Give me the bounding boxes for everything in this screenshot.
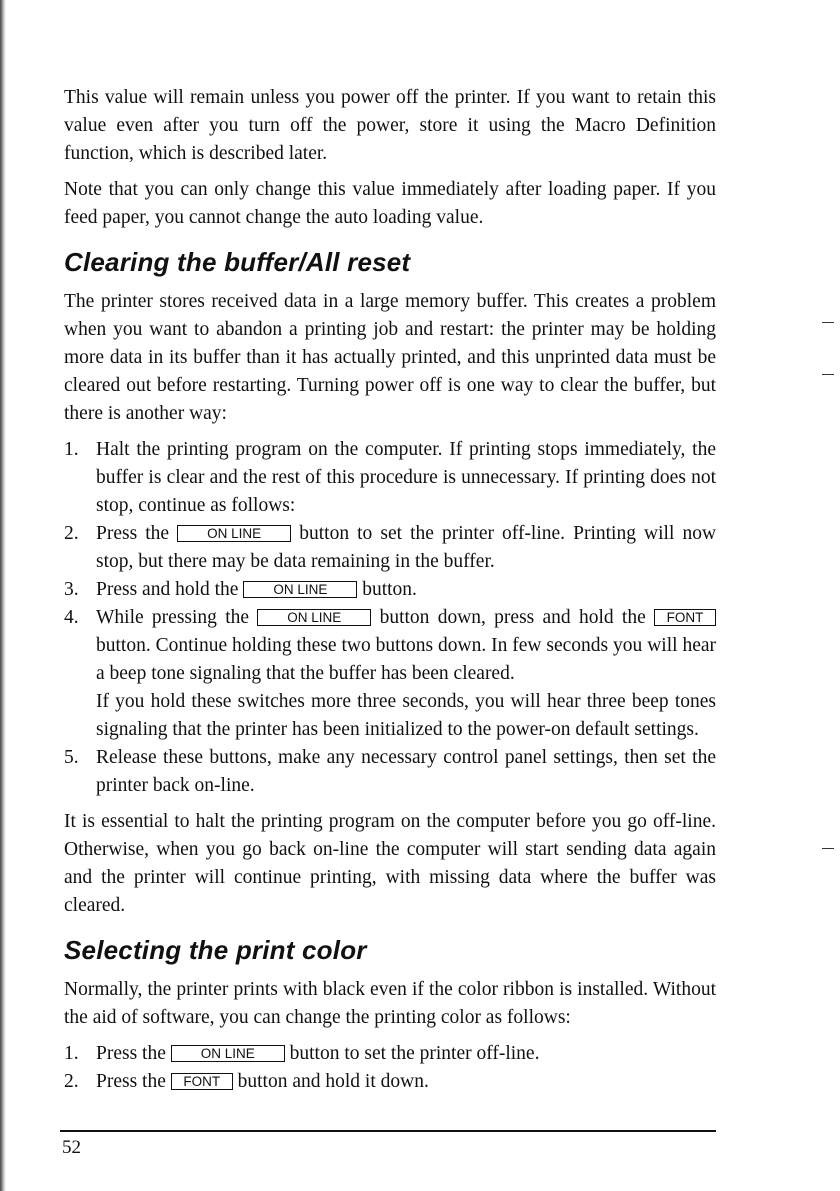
scan-edge-left — [0, 0, 6, 1191]
step-number: 1. — [64, 1043, 79, 1064]
color-step-2 — [64, 1068, 716, 1096]
step-text: Release these buttons, make any necessary control panel settings, then set the printer back on-line. — [96, 747, 716, 796]
footer-rule — [60, 1130, 716, 1132]
section-heading-color: Selecting the print color — [64, 935, 367, 965]
step-text-pre: Press and hold the — [96, 579, 239, 600]
page-number: 52 — [62, 1137, 81, 1158]
step-text-post: button. Continue holding these two buttons down. In few seconds you will hear a beep tone signaling that the buffer has been cleared. — [96, 635, 716, 684]
online-key-label: ON LINE — [171, 1045, 285, 1062]
step-number: 1. — [64, 439, 79, 460]
step-text-post: button. — [362, 579, 417, 600]
step-text-pre: Press the — [96, 1043, 166, 1064]
clearing-step-2 — [64, 520, 716, 576]
step-text-post: button and hold it down. — [237, 1071, 429, 1092]
online-key-label: ON LINE — [243, 581, 357, 598]
color-paragraph: Normally, the printer prints with black even if the color ribbon is installed. Without the aid of software, you can change the printing color as follows: — [64, 979, 716, 1028]
step-number: 2. — [64, 1071, 79, 1092]
step-text-pre: While pressing the — [96, 607, 250, 628]
step-number: 4. — [64, 607, 79, 628]
step-number: 2. — [64, 523, 79, 544]
step-note: If you hold these switches more three seconds, you will hear three beep tones signaling that the printer has been initialized to the power-on default settings. — [96, 691, 716, 740]
clearing-step-4 — [64, 604, 716, 744]
step-text-pre: Press the — [96, 1071, 166, 1092]
color-step-1 — [64, 1040, 716, 1068]
online-key-label: ON LINE — [177, 525, 291, 542]
color-steps — [64, 1040, 716, 1096]
edge-mark — [822, 322, 834, 323]
clearing-step-5 — [64, 744, 716, 800]
step-text-post: button to set the printer off-line. Printing will now stop, but there may be data remaining in the buffer. — [96, 523, 717, 572]
intro-paragraph-2: Note that you can only change this value immediately after loading paper. If you feed paper, you cannot change the auto loading value. — [64, 179, 716, 228]
clearing-step-3 — [64, 576, 716, 604]
clearing-step-1 — [64, 436, 716, 520]
step-text-post: button to set the printer off-line. — [289, 1043, 540, 1064]
intro-paragraph-1: This value will remain unless you power off the printer. If you want to retain this value even after you turn off the power, store it using the Macro Definition function, which is described later. — [64, 87, 716, 164]
step-text: Halt the printing program on the computer. If printing stops immediately, the buffer is clear and the rest of this procedure is unnecessary. If printing does not stop, continue as follows: — [96, 439, 716, 516]
step-text-pre: Press the — [96, 523, 170, 544]
clearing-closing-paragraph: It is essential to halt the printing program on the computer before you go off-line. Otherwise, when you go back on-line the computer will start sending data again and the printer will continue printing, with missing data where the buffer was cleared. — [64, 811, 716, 916]
section-heading-clearing: Clearing the buffer/All reset — [64, 247, 411, 277]
step-text-mid: button down, press and hold the — [379, 607, 646, 628]
edge-mark — [822, 848, 834, 849]
clearing-paragraph: The printer stores received data in a large memory buffer. This creates a problem when you want to abandon a printing job and restart: the printer may be holding more data in its buffer than it has actually printed, and this unprinted data must be cleared out before restarting. Turning power off is one way to clear the buffer, but there is another way: — [64, 291, 716, 424]
clearing-steps — [64, 436, 716, 800]
step-number: 5. — [64, 747, 79, 768]
step-number: 3. — [64, 579, 79, 600]
page-content — [64, 84, 716, 1104]
font-key-label: FONT — [654, 609, 716, 626]
online-key-label: ON LINE — [257, 609, 371, 626]
edge-mark — [822, 374, 834, 375]
font-key-label: FONT — [171, 1073, 233, 1090]
scan-edge-right — [826, 0, 840, 1191]
